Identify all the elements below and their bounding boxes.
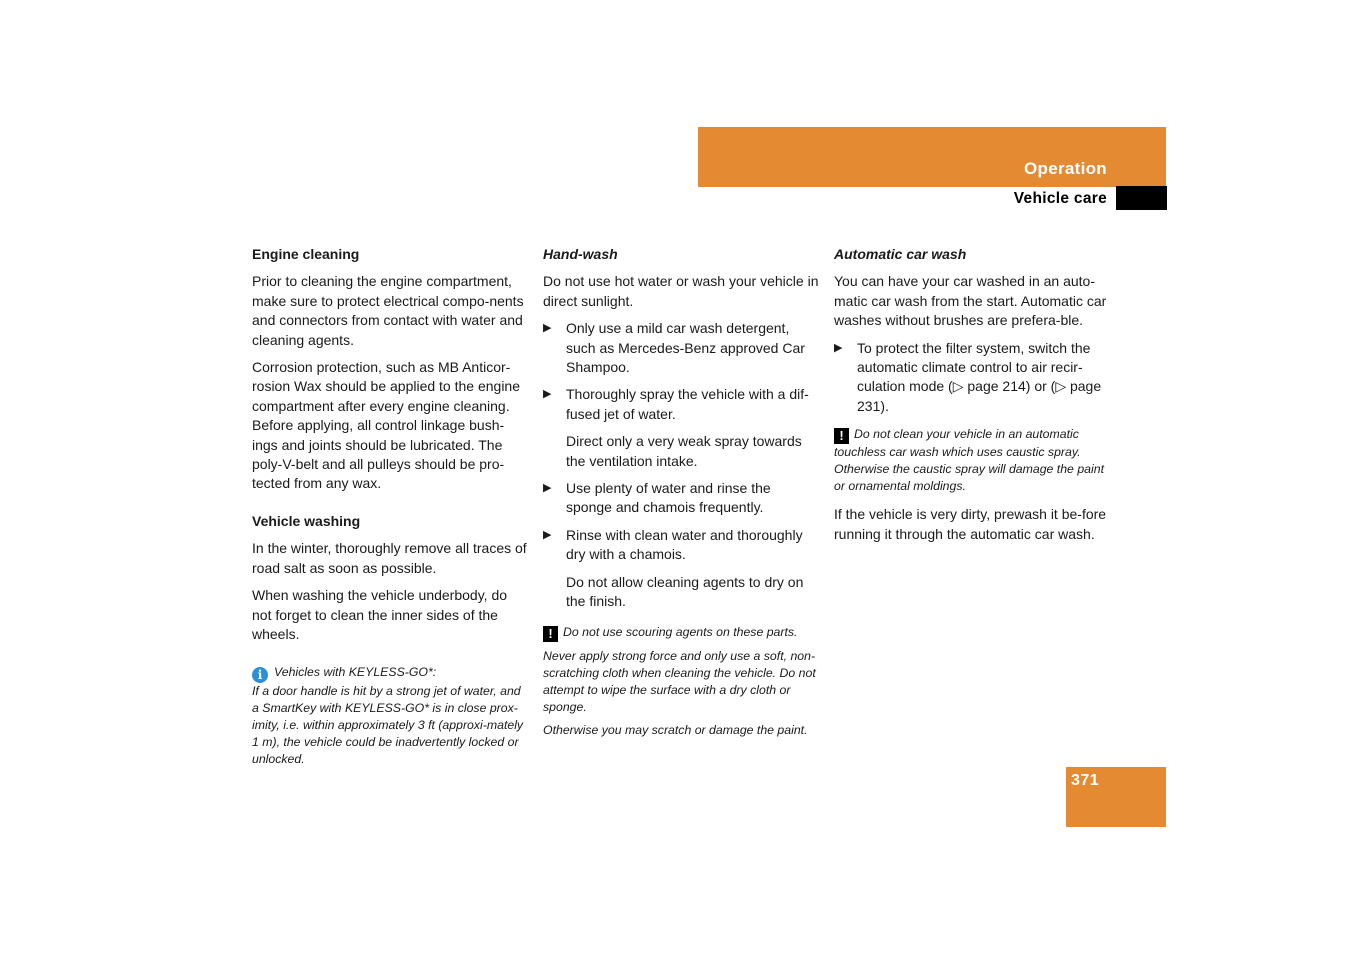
bullet-arrow-icon: ▶: [543, 322, 552, 335]
list-item: ▶ To protect the filter system, switch the automatic climate control to air recir-culation mode (▷ page 214) or (▷ page 231).: [834, 339, 1102, 414]
list-item-continuation: Direct only a very weak spray towards the ventilation intake.: [566, 433, 802, 469]
section-tab-marker: [1116, 186, 1167, 210]
list-item: ▶ Only use a mild car wash detergent, such as Mercedes-Benz approved Car Shampoo.: [543, 320, 805, 376]
section-title: Operation: [1024, 159, 1107, 178]
column-automatic-car-wash: [834, 245, 1110, 552]
page-number: 371: [1071, 772, 1100, 789]
column-hand-wash: [543, 245, 819, 745]
bullet-arrow-icon: ▶: [543, 528, 552, 541]
paragraph: Prior to cleaning the engine compartment, make sure to protect electrical compo-nents and connectors from contact with water and cleaning agents.: [252, 273, 524, 348]
warning-note-text: Otherwise you may scratch or damage the paint.: [543, 722, 808, 737]
info-note-text: If a door handle is hit by a strong jet of water, and a SmartKey with KEYLESS-GO* is in close prox-imity, i.e. within approximately 3 ft (approxi-mately 1 m), the vehicle could be inadvertently locked or unlocked.: [252, 684, 524, 767]
warning-exclamation-icon: !: [543, 626, 558, 642]
paragraph: Do not use hot water or wash your vehicle in direct sunlight.: [543, 273, 819, 309]
info-circle-icon: i: [252, 667, 268, 683]
info-note-title: Vehicles with KEYLESS-GO*:: [274, 665, 437, 680]
bullet-arrow-icon: ▶: [543, 388, 552, 401]
paragraph: If the vehicle is very dirty, prewash it be-fore running it through the automatic car wash.: [834, 506, 1107, 542]
bullet-arrow-icon: ▶: [543, 482, 552, 495]
list-item-continuation: Do not allow cleaning agents to dry on the finish.: [566, 573, 804, 610]
list-item: ▶ Rinse with clean water and thoroughly dry with a chamois.: [543, 526, 803, 563]
paragraph: Corrosion protection, such as MB Anticor-rosion Wax should be applied to the engine compartment after every engine cleaning. Before applying, all control linkage bush-ings and joints should be lubricated. The poly-V-belt and all pulleys should be pro-tected from any wax.: [252, 359, 520, 492]
paragraph: When washing the vehicle underbody, do not forget to clean the inner sides of the wheels.: [252, 587, 508, 642]
heading-engine-cleaning: Engine cleaning: [252, 246, 360, 262]
warning-note: ! Do not clean your vehicle in an automatic touchless car wash which uses caustic spray. Otherwise the caustic spray will damage the paint or ornamental moldings.: [834, 427, 1104, 494]
paragraph: You can have your car washed in an auto-matic car wash from the start. Automatic car washes without brushes are prefera-ble.: [834, 273, 1107, 329]
warning-note-text: Never apply strong force and only use a soft, non-scratching cloth when cleaning the vehicle. Do not attempt to wipe the surface with a dry cloth or sponge.: [543, 648, 816, 714]
heading-hand-wash: Hand-wash: [543, 246, 618, 262]
heading-vehicle-washing: Vehicle washing: [252, 512, 361, 529]
subsection-title: Vehicle care: [1013, 190, 1107, 207]
heading-automatic-car-wash: Automatic car wash: [834, 246, 967, 262]
warning-exclamation-icon: !: [834, 428, 849, 444]
warning-note: ! Do not use scouring agents on these parts.: [543, 624, 819, 642]
paragraph: In the winter, thoroughly remove all traces of road salt as soon as possible.: [252, 540, 527, 576]
list-item: ▶ Thoroughly spray the vehicle with a dif-fused jet of water.: [543, 386, 809, 422]
list-item: ▶ Use plenty of water and rinse the sponge and chamois frequently.: [543, 480, 771, 516]
page-number-box: [1066, 767, 1166, 827]
bullet-arrow-icon: ▶: [834, 341, 843, 354]
info-note: [252, 664, 528, 768]
column-engine-and-washing: [252, 245, 528, 774]
